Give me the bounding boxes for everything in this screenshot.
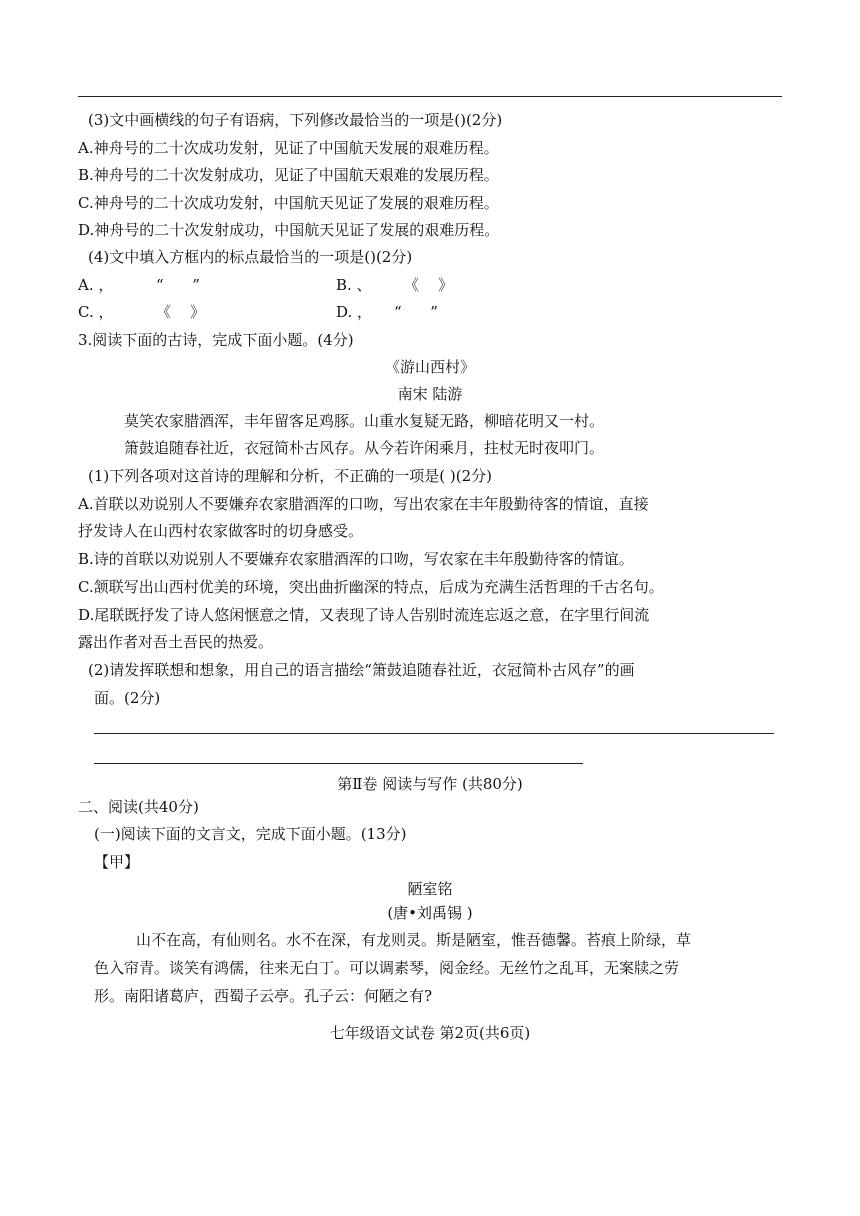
page-footer: 七年级语文试卷 第2页(共6页): [329, 1024, 531, 1042]
essay-paragraph-line-1: 山不在高，有仙则名。水不在深，有龙则灵。斯是陋室，惟吾德馨。苔痕上阶绿，草: [136, 931, 692, 949]
q3-option-d: D.神舟号的二十次发射成功，中国航天见证了发展的艰难历程。: [78, 221, 500, 239]
poem-line-2: 箫鼓追随春社近，衣冠简朴古风存。从今若许闲乘月，拄杖无时夜叩门。: [124, 439, 605, 457]
q4-option-c-label: C. ，: [78, 303, 114, 321]
q4-option-c-marks: 《 》: [156, 303, 206, 321]
essay-paragraph-line-2: 色入帘青。谈笑有鸿儒，往来无白丁。可以调素琴，阅金经。无丝竹之乱耳，无案牍之劳: [94, 959, 680, 977]
essay-title: 陋室铭: [407, 880, 453, 898]
q3-option-c: C.神舟号的二十次成功发射，中国航天见证了发展的艰难历程。: [78, 194, 499, 212]
subsection-heading: (一)阅读下面的文言文，完成下面小题。(13分): [94, 825, 407, 843]
section-heading: 二、阅读(共40分): [78, 798, 199, 816]
answer-line-2: [94, 763, 583, 764]
q4-option-d-marks: “ ”: [394, 303, 438, 321]
poem-sub1-option-d-cont: 露出作者对吾土吾民的热爱。: [78, 633, 274, 651]
part2-title: 第Ⅱ卷 阅读与写作 (共80分): [337, 775, 523, 793]
q4-option-a-label: A. ，: [78, 276, 114, 294]
q3-option-b: B.神舟号的二十次发射成功，见证了中国航天艰难的发展历程。: [78, 166, 499, 184]
poem-sub1-option-b: B.诗的首联以劝说别人不要嫌弃农家腊酒浑的口吻，写农家在丰年殷勤待客的情谊。: [78, 550, 634, 568]
poem-sub2-stem: (2)请发挥联想和想象，用自己的语言描绘“箫鼓追随春社近，衣冠简朴古风存”的画: [88, 661, 635, 679]
q4-stem: (4)文中填入方框内的标点最恰当的一项是()(2分): [88, 248, 413, 266]
essay-author: (唐•刘禹锡 ): [387, 904, 473, 922]
poem-question-intro: 3.阅读下面的古诗，完成下面小题。(4分): [78, 331, 354, 349]
essay-paragraph-line-3: 形。南阳诸葛庐，西蜀子云亭。孔子云：何陋之有?: [94, 987, 433, 1005]
poem-author: 南宋 陆游: [397, 385, 463, 403]
poem-sub1-option-a-cont: 抒发诗人在山西村农家做客时的切身感受。: [78, 522, 364, 540]
q4-option-b-label: B. 、: [336, 276, 372, 294]
answer-line-1: [94, 733, 774, 734]
poem-sub1-option-c: C.颔联写出山西村优美的环境，突出曲折幽深的特点，后成为充满生活哲理的千古名句。: [78, 578, 664, 596]
poem-line-1: 莫笑农家腊酒浑，丰年留客足鸡豚。山重水复疑无路，柳暗花明又一村。: [124, 412, 605, 430]
poem-sub1-stem: (1)下列各项对这首诗的理解和分析，不正确的一项是( )(2分): [88, 467, 492, 485]
q3-option-a: A.神舟号的二十次成功发射，见证了中国航天发展的艰难历程。: [78, 139, 499, 157]
poem-sub1-option-d: D.尾联既抒发了诗人悠闲惬意之情，又表现了诗人告别时流连忘返之意，在字里行间流: [78, 606, 650, 624]
q4-option-b-marks: 《 》: [404, 276, 454, 294]
top-rule: [78, 96, 782, 97]
passage-jia-label: 【甲】: [94, 853, 140, 871]
q4-option-d-label: D. ，: [336, 303, 373, 321]
q3-stem: (3)文中画横线的句子有语病，下列修改最恰当的一项是()(2分): [88, 111, 503, 129]
poem-sub2-stem-cont: 面。(2分): [94, 689, 161, 707]
q4-option-a-marks: “ ”: [156, 276, 200, 294]
poem-title: 《游山西村》: [384, 358, 475, 376]
poem-sub1-option-a: A.首联以劝说别人不要嫌弃农家腊酒浑的口吻，写出农家在丰年殷勤待客的情谊，直接: [78, 495, 649, 513]
